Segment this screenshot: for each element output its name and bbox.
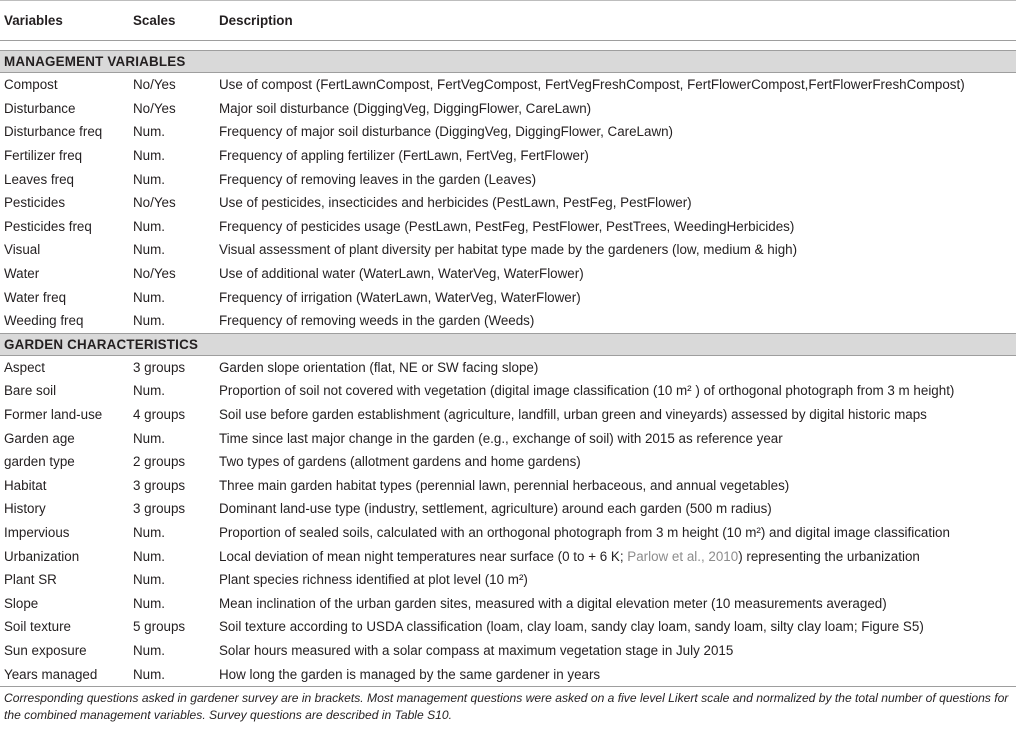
table-row: [0, 97, 1016, 121]
table-body: [0, 51, 1016, 687]
cell-variable: Leaves freq: [4, 171, 74, 187]
cell-scale: Num.: [129, 662, 215, 686]
cell-description: Use of additional water (WaterLawn, WaterVeg, WaterFlower): [219, 266, 584, 282]
cell-description: Frequency of removing leaves in the garden (Leaves): [219, 171, 537, 187]
cell-scale: Num.: [133, 524, 165, 540]
description-text: ) representing the urbanization: [738, 548, 920, 564]
cell-scale: 5 groups: [133, 619, 186, 635]
table-row: [0, 544, 1016, 568]
cell-variable: Disturbance freq: [4, 124, 103, 140]
cell-scale: Num.: [133, 289, 165, 305]
cell-description: Proportion of sealed soils, calculated with an orthogonal photograph from 3 m height (10 m²) and digital image classification: [219, 524, 950, 540]
table-header: [0, 1, 1016, 51]
cell-description: Frequency of major soil disturbance (DiggingVeg, DiggingFlower, CareLawn): [219, 124, 674, 140]
table-row: [0, 167, 1016, 191]
cell-scale: No/Yes: [133, 100, 176, 116]
cell-description: Frequency of removing weeds in the garden (Weeds): [219, 313, 535, 329]
cell-description: Garden slope orientation (flat, NE or SW facing slope): [219, 359, 539, 375]
header-description: Description: [215, 1, 1016, 41]
cell-description: Visual assessment of plant diversity per habitat type made by the gardeners (low, medium & high): [219, 242, 798, 258]
table-row: [0, 309, 1016, 333]
cell-description: [215, 544, 1016, 568]
section-title: GARDEN CHARACTERISTICS: [0, 333, 1016, 355]
cell-variable: Compost: [4, 77, 58, 93]
citation-link[interactable]: Parlow et al., 2010: [627, 548, 739, 564]
cell-variable: Soil texture: [4, 619, 71, 635]
cell-description: Soil texture according to USDA classification (loam, clay loam, sandy clay loam, sandy loam, silty clay loam; Figure S5): [219, 619, 924, 635]
cell-description: Three main garden habitat types (perennial lawn, perennial herbaceous, and annual vegetables): [219, 477, 790, 493]
cell-scale: Num.: [133, 148, 165, 164]
cell-description: Use of pesticides, insecticides and herbicides (PestLawn, PestFeg, PestFlower): [219, 195, 692, 211]
table-row: [0, 73, 1016, 97]
cell-scale: Num.: [133, 642, 165, 658]
cell-variable: Weeding freq: [4, 313, 84, 329]
cell-variable: Water freq: [4, 289, 67, 305]
cell-variable: Bare soil: [4, 383, 57, 399]
cell-variable: garden type: [4, 454, 75, 470]
cell-description: Plant species richness identified at plot level (10 m²): [219, 572, 528, 588]
cell-variable: Visual: [4, 242, 41, 258]
cell-variable: Habitat: [4, 477, 47, 493]
table-row: [0, 497, 1016, 521]
table-row: [0, 568, 1016, 592]
cell-scale: Num.: [133, 242, 165, 258]
table-row: [0, 426, 1016, 450]
cell-description: Dominant land-use type (industry, settlement, agriculture) around each garden (500 m radius): [219, 501, 772, 517]
section-row: [0, 51, 1016, 73]
section-title: MANAGEMENT VARIABLES: [0, 51, 1016, 73]
cell-scale: Num.: [133, 171, 165, 187]
cell-variable: Pesticides: [4, 195, 66, 211]
cell-variable: Aspect: [4, 359, 45, 375]
cell-variable: Impervious: [4, 524, 70, 540]
table-row: [0, 615, 1016, 639]
header-rule: [0, 41, 1016, 51]
table-row: [0, 238, 1016, 262]
table-row: [0, 120, 1016, 144]
cell-scale: Num.: [133, 595, 165, 611]
cell-description: Soil use before garden establishment (agriculture, landfill, urban green and vineyards) assessed by digital historic maps: [219, 407, 927, 423]
cell-description: Time since last major change in the garden (e.g., exchange of soil) with 2015 as reference year: [219, 430, 783, 446]
cell-variable: Sun exposure: [4, 642, 87, 658]
cell-variable: Fertilizer freq: [4, 148, 83, 164]
table-row: [0, 285, 1016, 309]
cell-scale: No/Yes: [133, 195, 176, 211]
cell-scale: Num.: [133, 218, 165, 234]
table-row: [0, 379, 1016, 403]
cell-variable: Garden age: [4, 430, 75, 446]
cell-scale: Num.: [133, 124, 165, 140]
cell-description: How long the garden is managed by the same gardener in years: [215, 662, 1016, 686]
cell-variable: Water: [4, 266, 40, 282]
cell-variable: Former land-use: [4, 407, 103, 423]
cell-description: Use of compost (FertLawnCompost, FertVegCompost, FertVegFreshCompost, FertFlowerCompost,FertFlowerFreshCompost): [219, 77, 965, 93]
cell-scale: Num.: [133, 430, 165, 446]
table-row: [0, 403, 1016, 427]
table-row: [0, 450, 1016, 474]
table-row: [0, 521, 1016, 545]
table-footnote: Corresponding questions asked in gardener survey are in brackets. Most management questions were asked on a five level Likert scale and normalized by the total number of questions for the combined management variables. Survey questions are described in Table S10.: [4, 691, 1009, 722]
table-row: [0, 144, 1016, 168]
cell-description: Proportion of soil not covered with vegetation (digital image classification (10 m² ) of orthogonal photograph from 3 m height): [219, 383, 955, 399]
table-row: [0, 355, 1016, 379]
cell-variable: Urbanization: [4, 548, 80, 564]
cell-scale: 3 groups: [133, 477, 186, 493]
cell-variable: Plant SR: [4, 572, 57, 588]
cell-scale: 4 groups: [133, 407, 186, 423]
cell-description: Frequency of pesticides usage (PestLawn, PestFeg, PestFlower, PestTrees, WeedingHerbicides): [219, 218, 795, 234]
cell-description: Frequency of appling fertilizer (FertLawn, FertVeg, FertFlower): [219, 148, 589, 164]
table-row: [0, 191, 1016, 215]
cell-scale: Num.: [133, 313, 165, 329]
table-row: [0, 662, 1016, 686]
cell-variable: History: [4, 501, 46, 517]
cell-variable: Disturbance: [4, 100, 76, 116]
header-variables: Variables: [0, 1, 129, 41]
cell-scale: 3 groups: [133, 359, 186, 375]
description-text: Local deviation of mean night temperatures near surface (0 to + 6 K;: [219, 548, 628, 564]
cell-scale: No/Yes: [133, 77, 176, 93]
cell-description: Major soil disturbance (DiggingVeg, DiggingFlower, CareLawn): [219, 100, 592, 116]
table-row: [0, 591, 1016, 615]
cell-description: Solar hours measured with a solar compass at maximum vegetation stage in July 2015: [219, 642, 734, 658]
cell-description: Mean inclination of the urban garden sites, measured with a digital elevation meter (10 measurements averaged): [219, 595, 887, 611]
cell-scale: Num.: [133, 572, 165, 588]
cell-scale: 2 groups: [133, 454, 186, 470]
table-row: [0, 474, 1016, 498]
cell-scale: 3 groups: [133, 501, 186, 517]
table-row: [0, 639, 1016, 663]
cell-scale: Num.: [133, 383, 165, 399]
cell-scale: No/Yes: [133, 266, 176, 282]
header-scales: Scales: [129, 1, 215, 41]
section-row: [0, 333, 1016, 355]
cell-description: Two types of gardens (allotment gardens and home gardens): [219, 454, 581, 470]
table-row: [0, 215, 1016, 239]
cell-description: Frequency of irrigation (WaterLawn, WaterVeg, WaterFlower): [219, 289, 581, 305]
table-row: [0, 262, 1016, 286]
cell-variable: Years managed: [0, 662, 129, 686]
cell-scale: Num.: [133, 548, 165, 564]
cell-variable: Slope: [4, 595, 39, 611]
cell-variable: Pesticides freq: [4, 218, 92, 234]
